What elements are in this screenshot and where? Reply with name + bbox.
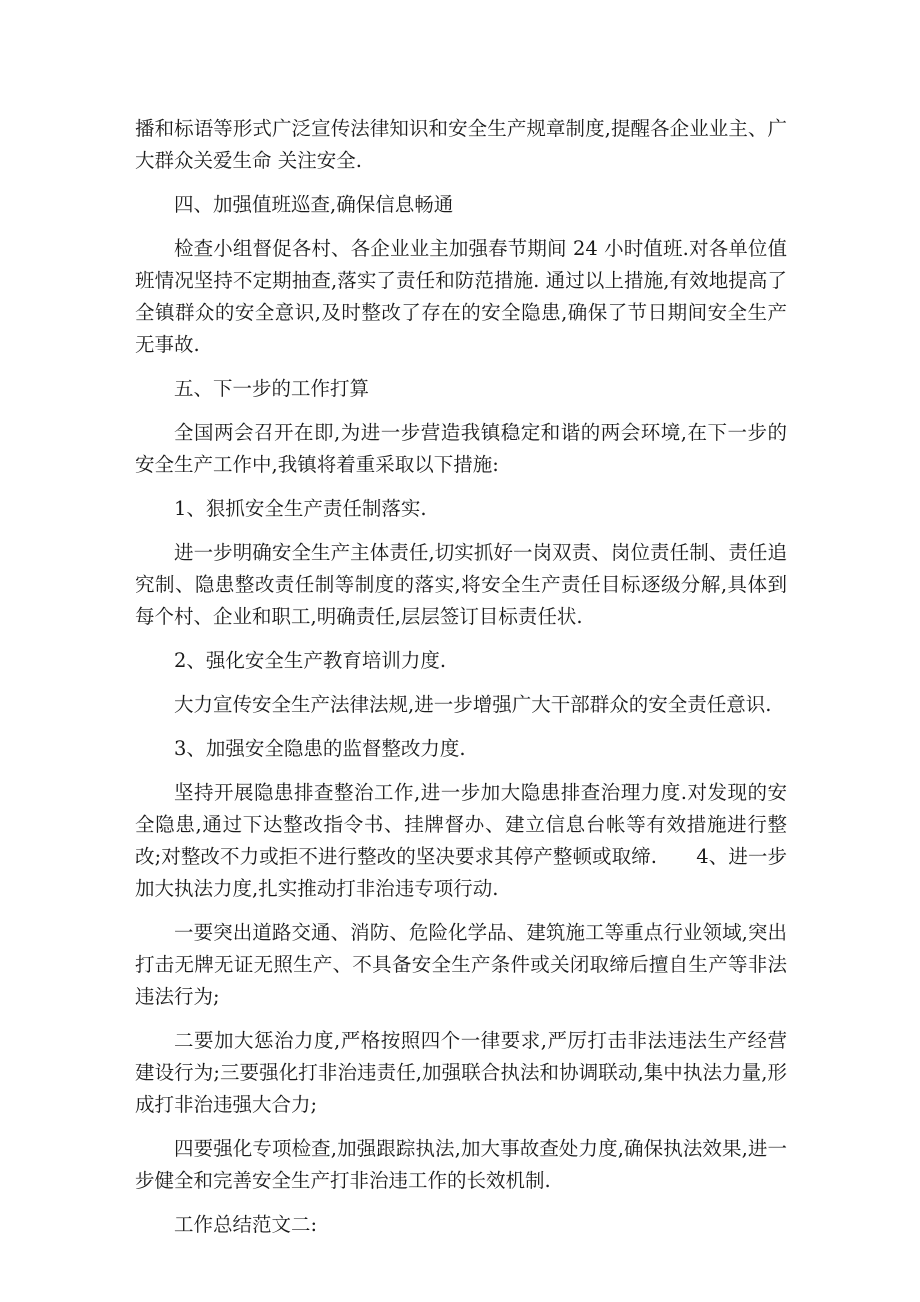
- paragraph: 全国两会召开在即,为进一步营造我镇稳定和谐的两会环境,在下一步的安全生产工作中,我镇将着重采取以下措施:: [135, 421, 787, 476]
- sample-title: 工作总结范文二:: [174, 1213, 318, 1236]
- paragraph: 大力宣传安全生产法律法规,进一步增强广大干部群众的安全责任意识.: [174, 693, 772, 716]
- section-heading-4: 四、加强值班巡查,确保信息畅通: [174, 193, 454, 216]
- subheading-2: 2、强化安全生产教育培训力度.: [174, 649, 447, 672]
- paragraph: 检查小组督促各村、各企业业主加强春节期间 24 小时值班.对各单位值班情况坚持不定期抽查,落实了责任和防范措施. 通过以上措施,有效地提高了全镇群众的安全意识,及时整改了存在的安全隐患,确保了节日期间安全生产无事故.: [135, 237, 787, 356]
- paragraph: 进一步明确安全生产主体责任,切实抓好一岗双责、岗位责任制、责任追究制、隐患整改责任制等制度的落实,将安全生产责任目标逐级分解,具体到每个村、企业和职工,明确责任,层层签订目标责任状.: [135, 541, 787, 628]
- subheading-1: 1、狠抓安全生产责任制落实.: [174, 497, 427, 520]
- paragraph-continuation: 播和标语等形式广泛宣传法律知识和安全生产规章制度,提醒各企业业主、广大群众关爱生命 关注安全.: [135, 117, 787, 172]
- document-body: [135, 113, 787, 1253]
- paragraph: 四要强化专项检查,加强跟踪执法,加大事故查处力度,确保执法效果,进一步健全和完善安全生产打非治违工作的长效机制.: [135, 1137, 787, 1192]
- subheading-3: 3、加强安全隐患的监督整改力度.: [174, 737, 466, 760]
- paragraph: 坚持开展隐患排查整治工作,进一步加大隐患排查治理力度.对发现的安全隐患,通过下达整改指令书、挂牌督办、建立信息台帐等有效措施进行整改;对整改不力或拒不进行整改的坚决要求其停产整顿或取缔. 4、进一步加大执法力度,扎实推动打非治违专项行动.: [135, 781, 787, 900]
- paragraph: 一要突出道路交通、消防、危险化学品、建筑施工等重点行业领域,突出打击无牌无证无照生产、不具备安全生产条件或关闭取缔后擅自生产等非法违法行为;: [135, 921, 787, 1008]
- section-heading-5: 五、下一步的工作打算: [174, 377, 370, 400]
- paragraph: 二要加大惩治力度,严格按照四个一律要求,严厉打击非法违法生产经营建设行为;三要强化打非治违责任,加强联合执法和协调联动,集中执法力量,形成打非治违强大合力;: [135, 1029, 787, 1116]
